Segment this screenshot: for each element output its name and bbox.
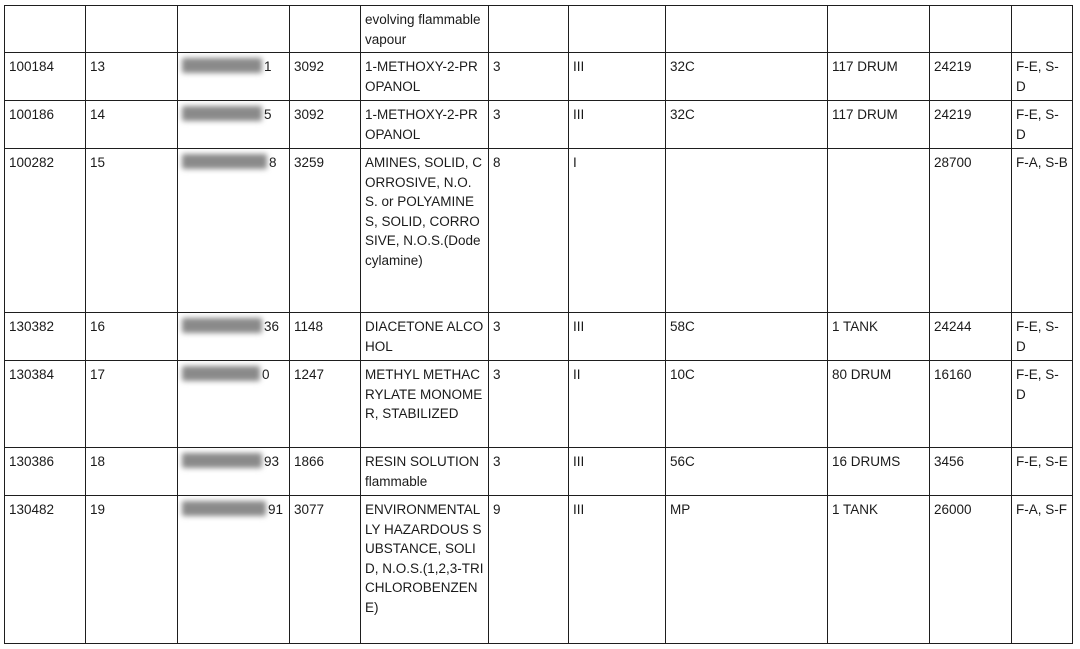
table-cell: 3259 xyxy=(290,149,361,313)
table-cell xyxy=(290,6,361,53)
table-cell: 32C xyxy=(666,101,828,149)
table-cell xyxy=(489,6,569,53)
redacted-blur xyxy=(182,154,267,169)
table-cell: 26000 xyxy=(930,496,1012,644)
redacted-id-cell xyxy=(178,448,290,496)
table-cell: 28700 xyxy=(930,149,1012,313)
table-row xyxy=(5,313,1073,361)
table-cell: 130482 xyxy=(5,496,86,644)
id-suffix: 91 xyxy=(268,502,284,517)
table-cell: F-E, S-D xyxy=(1012,361,1073,448)
table-row xyxy=(5,101,1073,149)
table-cell: III xyxy=(569,53,666,101)
table-cell: III xyxy=(569,448,666,496)
table-cell: 19 xyxy=(86,496,178,644)
table-row xyxy=(5,448,1073,496)
table-cell: 24219 xyxy=(930,53,1012,101)
table-cell: 1-METHOXY-2-PROPANOL xyxy=(361,53,489,101)
table-cell: III xyxy=(569,313,666,361)
redacted-blur xyxy=(182,106,262,121)
table-cell: 16160 xyxy=(930,361,1012,448)
table-cell: RESIN SOLUTION flammable xyxy=(361,448,489,496)
redacted-blur xyxy=(182,318,262,333)
table-cell: 130384 xyxy=(5,361,86,448)
table-row xyxy=(5,361,1073,448)
table-cell: 3 xyxy=(489,313,569,361)
table-cell xyxy=(930,6,1012,53)
table-cell: 3077 xyxy=(290,496,361,644)
table-cell: 24219 xyxy=(930,101,1012,149)
redacted-blur xyxy=(182,366,260,381)
redacted-id-cell xyxy=(178,361,290,448)
table-cell: F-E, S-D xyxy=(1012,53,1073,101)
table-cell: 130386 xyxy=(5,448,86,496)
table-cell: 3 xyxy=(489,101,569,149)
redacted-id-cell xyxy=(178,101,290,149)
redacted-id-cell xyxy=(178,53,290,101)
table-cell xyxy=(828,6,930,53)
table-row xyxy=(5,6,1073,53)
table-cell: ENVIRONMENTALLY HAZARDOUS SUBSTANCE, SOLID, N.O.S.(1,2,3-TRICHLOROBENZENE) xyxy=(361,496,489,644)
table-cell: METHYL METHACRYLATE MONOMER, STABILIZED xyxy=(361,361,489,448)
id-suffix: 36 xyxy=(264,319,280,334)
cargo-manifest-table xyxy=(4,5,1073,644)
table-cell: F-E, S-D xyxy=(1012,313,1073,361)
table-cell: 1148 xyxy=(290,313,361,361)
table-cell: 100184 xyxy=(5,53,86,101)
table-cell: 10C xyxy=(666,361,828,448)
table-row xyxy=(5,496,1073,644)
table-cell: 13 xyxy=(86,53,178,101)
redacted-blur xyxy=(182,453,262,468)
table-cell: F-E, S-E xyxy=(1012,448,1073,496)
table-cell xyxy=(569,6,666,53)
table-cell: 100186 xyxy=(5,101,86,149)
table-cell xyxy=(828,149,930,313)
table-cell: 16 xyxy=(86,313,178,361)
table-cell: 17 xyxy=(86,361,178,448)
table-cell: DIACETONE ALCOHOL xyxy=(361,313,489,361)
redacted-id-cell xyxy=(178,496,290,644)
table-cell: 3092 xyxy=(290,53,361,101)
redacted-id-cell xyxy=(178,313,290,361)
table-cell: 32C xyxy=(666,53,828,101)
table-cell xyxy=(5,6,86,53)
table-cell: II xyxy=(569,361,666,448)
table-cell: 18 xyxy=(86,448,178,496)
redacted-blur xyxy=(182,58,262,73)
table-cell: AMINES, SOLID, CORROSIVE, N.O.S. or POLYAMINES, SOLID, CORROSIVE, N.O.S.(Dodecylamine) xyxy=(361,149,489,313)
table-row xyxy=(5,53,1073,101)
id-suffix: 93 xyxy=(264,454,280,469)
table-cell: III xyxy=(569,496,666,644)
table-cell: 117 DRUM xyxy=(828,53,930,101)
table-cell: 117 DRUM xyxy=(828,101,930,149)
table-cell: F-A, S-F xyxy=(1012,496,1073,644)
table-cell: III xyxy=(569,101,666,149)
table-cell: 1866 xyxy=(290,448,361,496)
id-suffix: 0 xyxy=(262,367,270,382)
table-cell: F-E, S-D xyxy=(1012,101,1073,149)
table-cell: F-A, S-B xyxy=(1012,149,1073,313)
table-row xyxy=(5,149,1073,313)
redacted-blur xyxy=(182,501,266,516)
table-cell: 3 xyxy=(489,448,569,496)
id-suffix: 1 xyxy=(264,59,272,74)
table-cell xyxy=(666,149,828,313)
table-cell: 100282 xyxy=(5,149,86,313)
table-cell: MP xyxy=(666,496,828,644)
table-cell: I xyxy=(569,149,666,313)
redacted-id-cell xyxy=(178,149,290,313)
table-cell xyxy=(1012,6,1073,53)
table-cell xyxy=(178,6,290,53)
table-cell: 80 DRUM xyxy=(828,361,930,448)
table-cell: 3092 xyxy=(290,101,361,149)
table-cell: 3456 xyxy=(930,448,1012,496)
table-cell: 16 DRUMS xyxy=(828,448,930,496)
table-cell: 3 xyxy=(489,361,569,448)
table-cell xyxy=(666,6,828,53)
table-cell: 56C xyxy=(666,448,828,496)
table-cell: 15 xyxy=(86,149,178,313)
table-cell: 9 xyxy=(489,496,569,644)
table-cell xyxy=(86,6,178,53)
table-cell: 8 xyxy=(489,149,569,313)
table-cell: 14 xyxy=(86,101,178,149)
table-cell: 1-METHOXY-2-PROPANOL xyxy=(361,101,489,149)
table-cell: 1 TANK xyxy=(828,496,930,644)
id-suffix: 8 xyxy=(269,155,277,170)
table-cell: evolving flammable vapour xyxy=(361,6,489,53)
table-cell: 58C xyxy=(666,313,828,361)
table-cell: 24244 xyxy=(930,313,1012,361)
table-cell: 1 TANK xyxy=(828,313,930,361)
table-cell: 130382 xyxy=(5,313,86,361)
table-cell: 1247 xyxy=(290,361,361,448)
table-cell: 3 xyxy=(489,53,569,101)
id-suffix: 5 xyxy=(264,107,272,122)
